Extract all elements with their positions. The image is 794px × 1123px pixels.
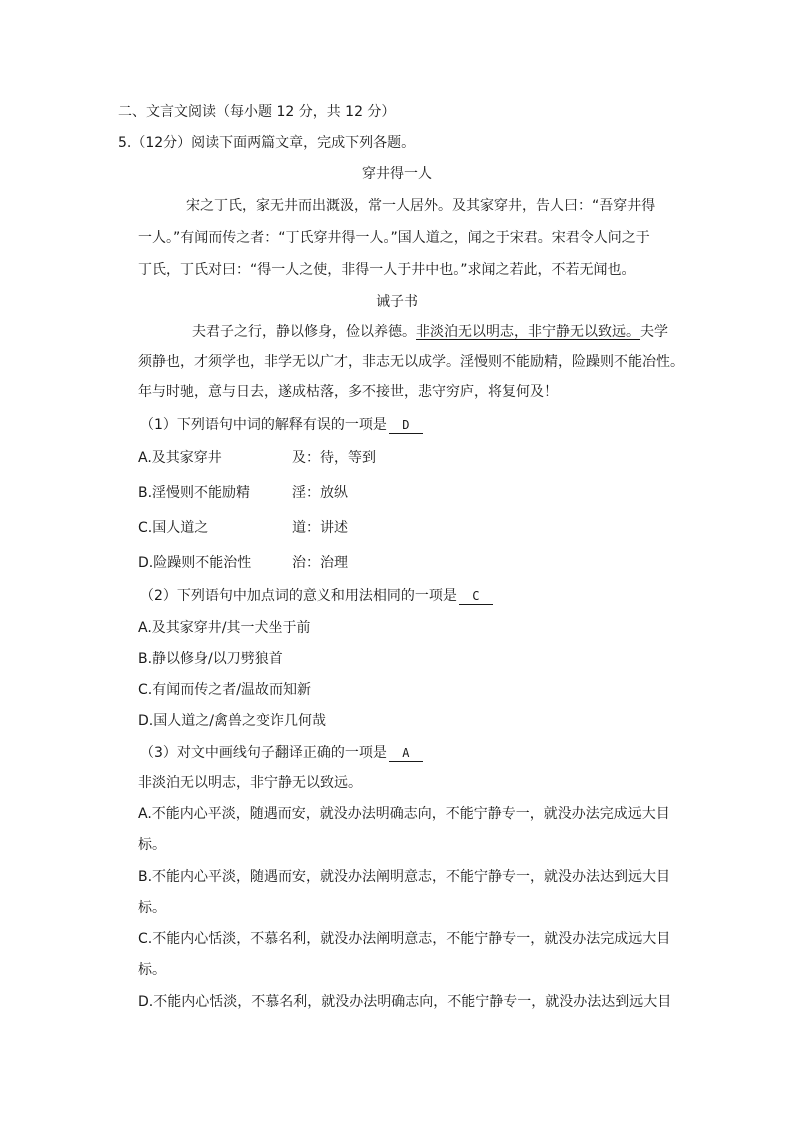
q1-option-word: 道：讲述: [292, 520, 348, 536]
underlined-sentence: 非淡泊无以明志，非宁静无以致远。: [416, 324, 640, 340]
passage2-line: [192, 322, 668, 342]
passage1-title: 穿井得一人: [362, 166, 432, 182]
q3-option: B.不能内心平淡，随遇而安，就没办法阐明意志，不能宁静专一，就没办法达到远大目: [138, 869, 671, 885]
q1-option: D.险躁则不能治性: [138, 555, 252, 571]
q3-sentence: 非淡泊无以明志，非宁静无以致远。: [138, 775, 362, 791]
q1-option: [138, 448, 222, 468]
question-stem: 5.（12分）阅读下面两篇文章，完成下列各题。: [118, 135, 416, 151]
passage2-title: 诫子书: [376, 294, 418, 310]
q2-option: A.及其家穿井/其一犬坐于前: [138, 620, 311, 636]
q1-option: B.淫慢则不能励精: [138, 485, 251, 501]
passage2-text: 夫君子之行，静以修身，俭以养德。: [192, 324, 416, 340]
section-header: 二、文言文阅读（每小题 12 分，共 12 分）: [118, 104, 396, 120]
answer-blank: C: [459, 588, 493, 605]
q3-option-cont: 标。: [138, 837, 166, 853]
q3-option: A.不能内心平淡，随遇而安，就没办法明确志向，不能宁静专一，就没办法完成远大目: [138, 806, 670, 822]
passage2-line: 须静也，才须学也，非学无以广才，非志无以成学。淫慢则不能励精，险躁则不能冶性。: [138, 354, 684, 370]
q2-option: B.静以修身/以刀劈狼首: [138, 651, 283, 667]
passage2-line: 年与时驰，意与日去，遂成枯落，多不接世，悲守穷庐，将复何及！: [138, 384, 558, 400]
q3-option-cont: 标。: [138, 962, 166, 978]
passage1-line: 丁氏，丁氏对曰：“得一人之使，非得一人于井中也。”求闻之若此，不若无闻也。: [138, 262, 636, 278]
q2-stem-text: （2）下列语句中加点词的意义和用法相同的一项是: [140, 588, 457, 604]
q2-option: C.有闻而传之者/温故而知新: [138, 682, 311, 698]
q1-option-word: 治：治理: [292, 555, 348, 571]
passage1-line: 一人。”有闻而传之者：“丁氏穿井得一人。”国人道之，闻之于宋君。宋君令人问之于: [138, 230, 650, 246]
answer-blank: D: [389, 417, 423, 434]
q2-stem: [140, 586, 493, 606]
q1-option-word: 淫：放纵: [292, 485, 348, 501]
q3-option-cont: 标。: [138, 900, 166, 916]
q1-option: C.国人道之: [138, 520, 209, 536]
answer-blank: A: [389, 745, 423, 762]
q2-option: D.国人道之/禽兽之变诈几何哉: [138, 713, 326, 729]
q3-stem-text: （3）对文中画线句子翻译正确的一项是: [140, 745, 387, 761]
q1-stem: [140, 415, 423, 435]
q3-stem: [140, 743, 423, 763]
q1-stem-text: （1）下列语句中词的解释有误的一项是: [140, 417, 387, 433]
passage2-text: 夫学: [640, 324, 668, 340]
passage1-line: 宋之丁氏，家无井而出溉汲，常一人居外。及其家穿井，告人曰：“吾穿井得: [186, 198, 656, 214]
q3-option: C.不能内心恬淡，不慕名利，就没办法阐明意志，不能宁静专一，就没办法完成远大目: [138, 931, 671, 947]
q1-option-word: 及：待，等到: [292, 450, 376, 466]
option-label: A.及其家穿井: [138, 450, 222, 466]
q3-option: D.不能内心恬淡，不慕名利，就没办法明确志向，不能宁静专一，就没办法达到远大目: [138, 994, 672, 1010]
